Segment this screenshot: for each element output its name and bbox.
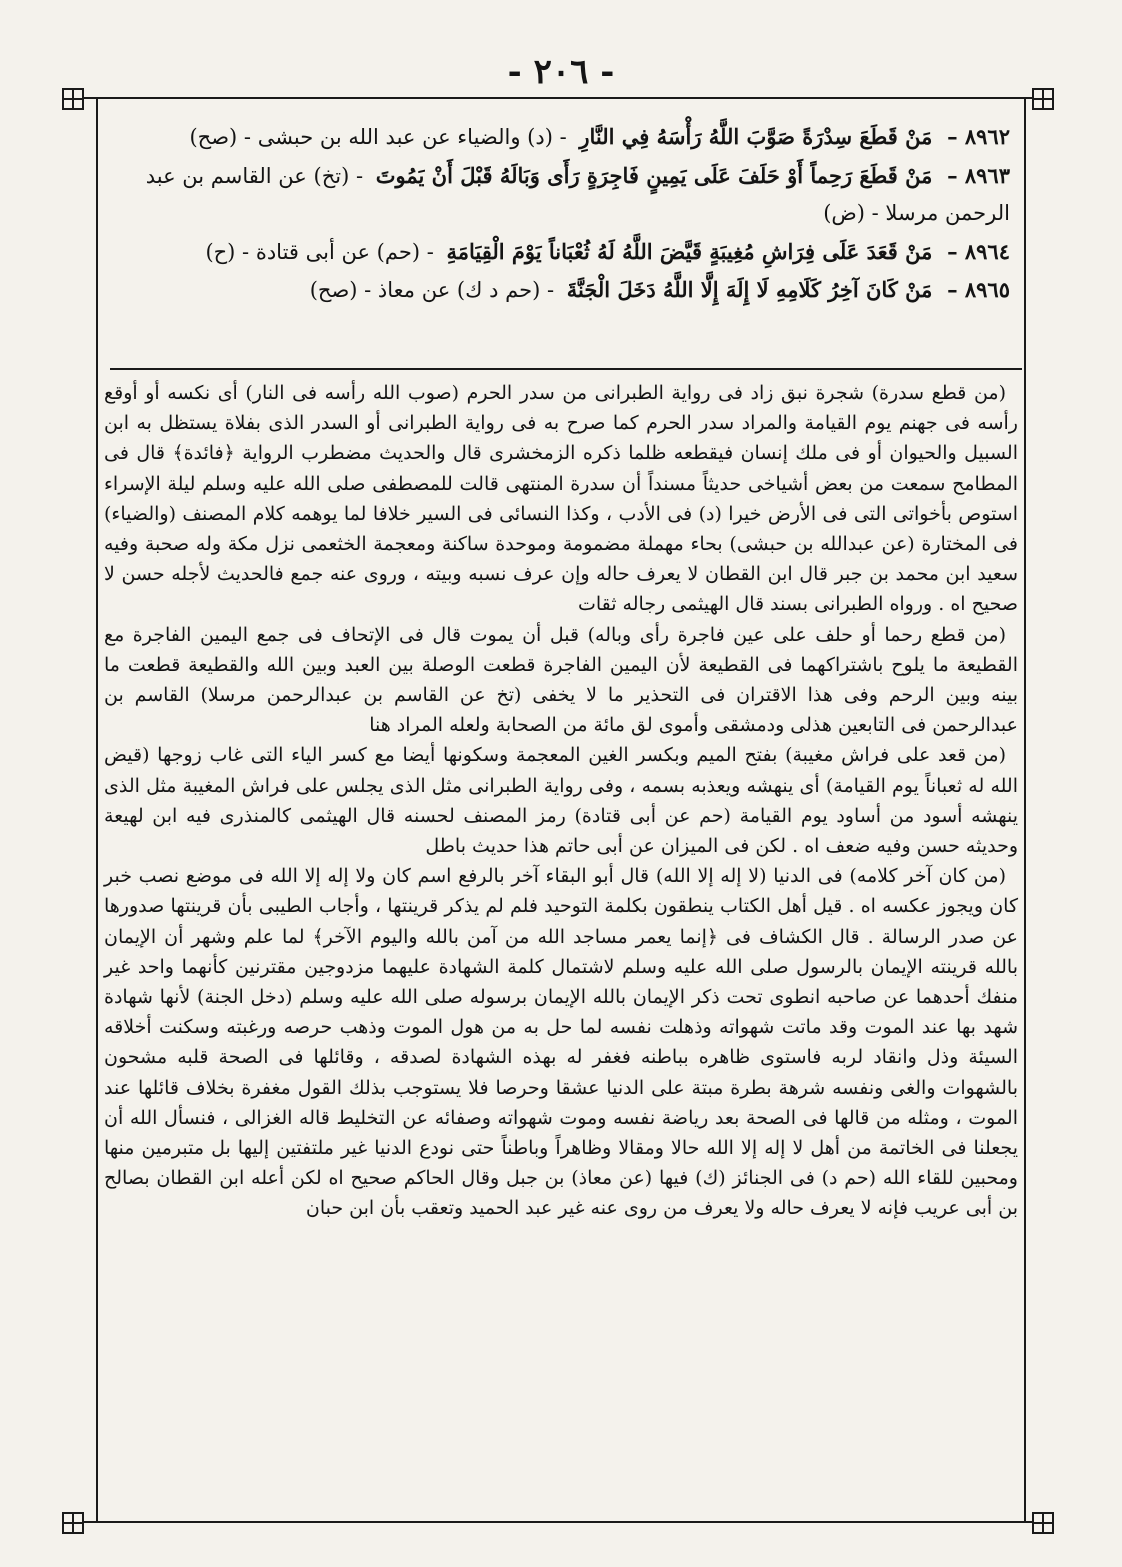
frame-bottom-rule	[72, 1521, 1050, 1523]
commentary	[104, 378, 1018, 1224]
hadith-entry	[110, 118, 1010, 157]
commentary-paragraph: (من قطع سدرة) شجرة نبق زاد فى رواية الطبرانى من سدر الحرم (صوب الله رأسه فى النار) أى نكسه أو أوقع رأسه فى جهنم يوم القيامة والمراد سدر الحرم كما صرح به فى رواية الطبرانى أو السدر الذى بفلاة يستظل به ابن السبيل والحيوان أو فى ملك إنسان فيقطعه ظلما ذكره الزمخشرى قال والحديث مضطرب الرواية ﴿فائدة﴾ قال فى المطامح سمعت من بعض أشياخى حديثاً مسنداً أن سدرة المنتهى قالت للمصطفى صلى الله عليه وسلم ليلة الإسراء استوص بأخواتى التى فى الأرض خيرا (د) فى الأدب ، وكذا النسائى فى السير خلافا لما يوهمه كلام المصنف (والضياء) فى المختارة (عن عبدالله بن حبشى) بحاء مهملة مضمومة وموحدة ساكنة ومعجمة الخثعمى نزل مكة وله صحبة وفيه سعيد ابن محمد بن جبر قال ابن القطان لا يعرف حاله وإن عرف نسبه وبيته ، وروى عنه جمع فالحديث لأجله حسن لا صحيح اه . ورواه الطبرانى بسند قال الهيثمى رجاله ثقات	[104, 382, 1018, 616]
hadith-number: ٨٩٦٢ –	[947, 124, 1010, 149]
frame-right-rule	[1024, 97, 1026, 1523]
commentary-paragraph: (من كان آخر كلامه) فى الدنيا (لا إله إلا الله) قال أبو البقاء آخر بالرفع اسم كان ولا إله إلا الله فى موضع نصب خبر كان ويجوز عكسه اه . قيل أهل الكتاب ينطقون بكلمة التوحيد فلم لم يذكر قرينتها ، وأجاب الطيبى بأن قرينتها صدورها عن صدر الرسالة . قال الكشاف فى ﴿إنما يعمر مساجد الله من آمن بالله واليوم الآخر﴾ لما علم وشهر أن الإيمان بالله قرينته الإيمان بالرسول صلى الله عليه وسلم لاشتمال كلمة الشهادة عليهما مزدوجين مقترنين كأنهما واحد غير منفك أحدهما عن صاحبه انطوى تحت ذكر الإيمان بالله الإيمان برسوله صلى الله عليه وسلم (دخل الجنة) لأنها شهادة شهد بها عند الموت وقد ماتت شهواته وذهلت نفسه لما حل به من هول الموت وذهب حرصه ورغبته وسكنت أخلاقه السيئة وذل وانقاد لربه فاستوى ظاهره بباطنه فغفر له بهذه الشهادة لصدقه ، وقائلها فى الصحة قلبه مشحون بالشهوات والغى ونفسه شرهة بطرة مبتة على الدنيا عشقا وحرصا فلا يستوجب بذلك القول مغفرة بخلاف قائلها عند الموت ، ومثله من قالها فى الصحة بعد رياضة نفسه وموت شهواته وصفائه عن التخليط قاله الغزالى ، فنسأل الله أن يجعلنا فى الخاتمة من أهل لا إله إلا الله حالا ومقالا وظاهراً وباطناً حتى نودع الدنيا غير ملتفتين إليها بل متبرمين منها ومحبين للقاء الله (حم د) فى الجنائز (ك) فيها (عن معاذ) بن جبل وقال الحاكم صحيح اه لكن أعله ابن القطان بصالح بن أبى عريب فإنه لا يعرف حاله ولا يعرف من روى عنه غير عبد الحميد وتعقب بأن ابن حبان	[104, 865, 1018, 1220]
page-number: - ٢٠٦ -	[507, 52, 615, 92]
hadith-entry	[110, 157, 1010, 233]
corner-ornament-icon	[62, 88, 84, 110]
hadith-number: ٨٩٦٤ –	[947, 238, 1010, 264]
hadith-source: - (تخ) عن القاسم بن عبد الرحمن مرسلا - (ض)	[145, 163, 1010, 225]
frame-left-rule	[96, 97, 98, 1523]
corner-ornament-icon	[62, 1512, 84, 1534]
hadith-source: - (د) والضياء عن عبد الله بن حبشى - (صح)	[189, 125, 567, 149]
corner-ornament-icon	[1032, 1512, 1054, 1534]
hadith-number: ٨٩٦٥ –	[947, 277, 1010, 302]
hadith-entry	[110, 233, 1010, 272]
hadith-text: مَنْ قَعَدَ عَلَى فِرَاشِ مُغِيبَةٍ قَيَّضَ اللَّهُ لَهُ ثُعْبَاناً يَوْمَ الْقِيَامَةِ	[446, 238, 933, 264]
commentary-paragraph: (من قطع رحما أو حلف على عين فاجرة رأى وباله) قبل أن يموت قال فى الإتحاف فى جمع اليمين الفاجرة مع القطيعة ما يلوح باشتراكهما فى القطيعة لأن اليمين الفاجرة قطعت الوصلة بين العبد وبين الله والقطيعة قطعت ما بينه وبين الرحم وفى هذا الاقتران فى التحذير ما لا يخفى (تخ عن القاسم بن عبدالرحمن مرسلا) القاسم بن عبدالرحمن فى التابعين هذلى ودمشقى وأموى لق مائة من الصحابة ولعله المراد هنا	[104, 623, 1018, 737]
hadith-source: - (حم د ك) عن معاذ - (صح)	[309, 278, 555, 302]
hadith-entry	[110, 271, 1010, 310]
hadith-list	[110, 118, 1010, 310]
section-divider	[110, 368, 1022, 370]
hadith-text: مَنْ كَانَ آخِرُ كَلَامِهِ لَا إِلَهَ إِلَّا اللَّهُ دَخَلَ الْجَنَّةَ	[566, 277, 933, 302]
hadith-text: مَنْ قَطَعَ رَحِماً أَوْ حَلَفَ عَلَى يَمِينٍ فَاجِرَةٍ رَأَى وَبَالَهُ قَبْلَ أَنْ يَمُوتَ	[375, 162, 933, 188]
hadith-text: مَنْ قَطَعَ سِدْرَةً صَوَّبَ اللَّهُ رَأْسَهُ فِي النَّارِ	[579, 124, 933, 149]
corner-ornament-icon	[1032, 88, 1054, 110]
hadith-source: - (حم) عن أبى قتادة - (ح)	[205, 239, 434, 264]
frame-top-rule	[72, 97, 1050, 99]
hadith-number: ٨٩٦٣ –	[947, 162, 1010, 188]
commentary-paragraph: (من قعد على فراش مغيبة) بفتح الميم وبكسر الغين المعجمة وسكونها أيضا مع كسر الياء التى غاب زوجها (قيض الله له ثعباناً يوم القيامة) أى ينهشه ويعذبه بسمه ، وفى رواية الطبرانى مثل الذى يجلس على فراش المغيبة مثل الذى ينهشه أسود من أساود يوم القيامة (حم عن أبى قتادة) رمز المصنف لحسنه قال الهيثمى كالمنذرى فيه ابن لهيعة وحديثه حسن وفيه ضعف اه . لكن فى الميزان عن أبى حاتم هذا حديث باطل	[104, 744, 1018, 858]
